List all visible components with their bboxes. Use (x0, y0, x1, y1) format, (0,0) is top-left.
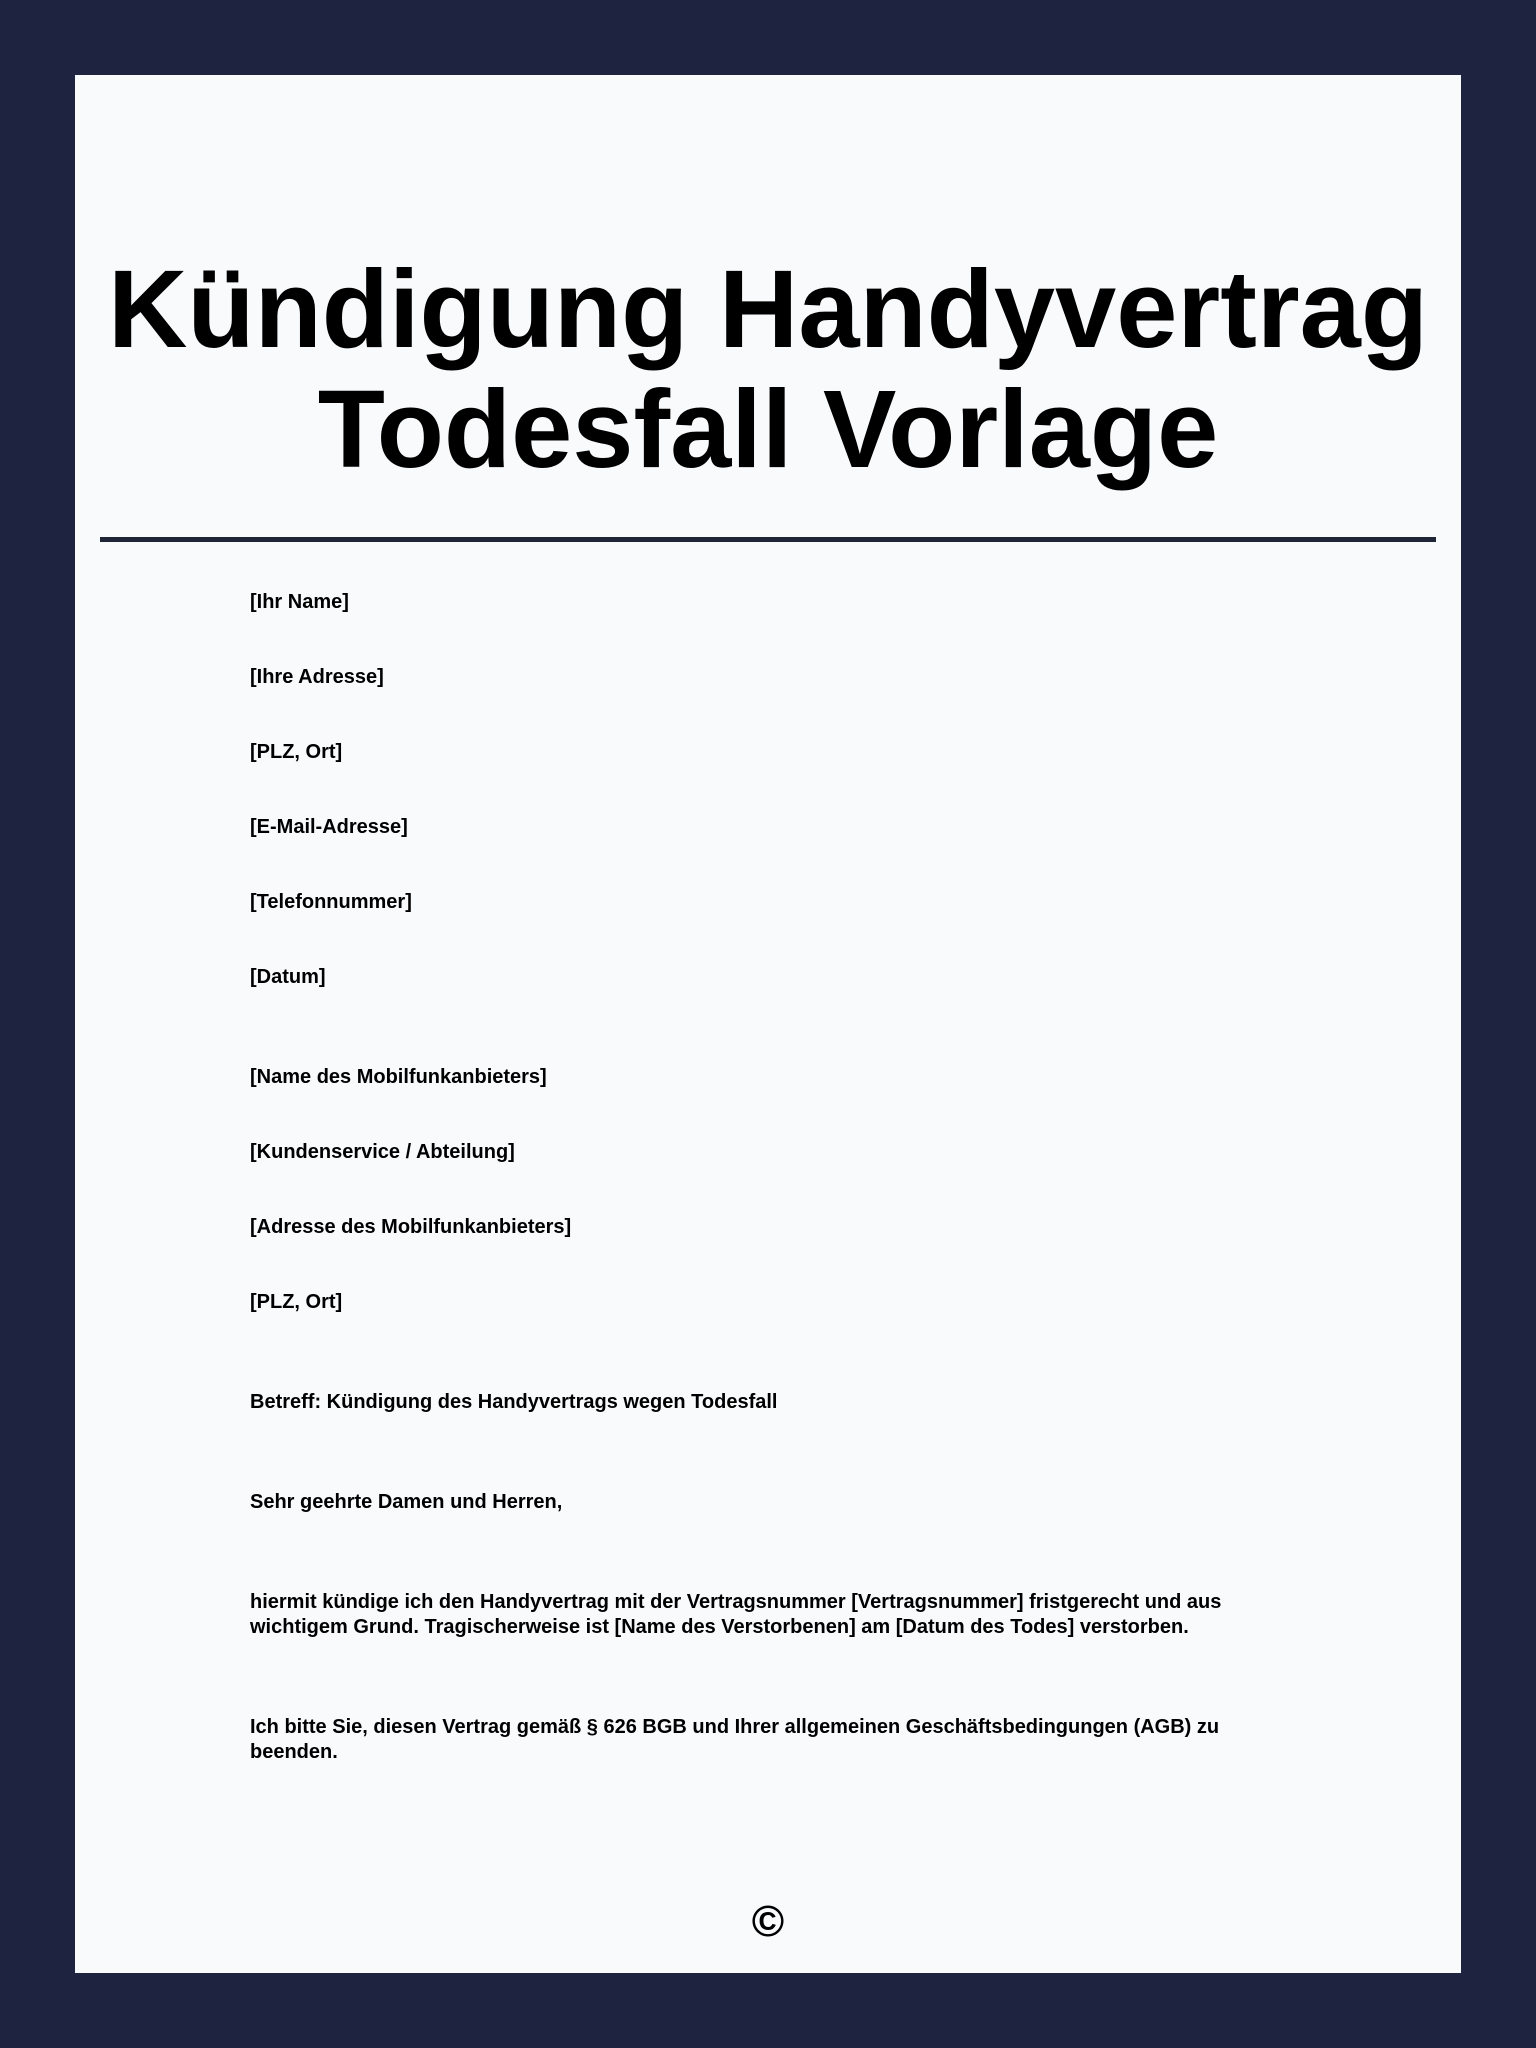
letter-subject: Betreff: Kündigung des Handyvertrags wegen Todesfall (250, 1391, 778, 1413)
recipient-zip-city: [PLZ, Ort] (250, 1291, 343, 1313)
letter-date: [Datum] (250, 966, 326, 988)
sender-address: [Ihre Adresse] (250, 666, 384, 688)
recipient-department: [Kundenservice / Abteilung] (250, 1141, 515, 1163)
page-title (75, 250, 1461, 490)
recipient-address: [Adresse des Mobilfunkanbieters] (250, 1216, 572, 1238)
document-page (75, 75, 1461, 1973)
recipient-provider-name: [Name des Mobilfunkanbieters] (250, 1066, 547, 1088)
page-title-line-2: Todesfall Vorlage (317, 368, 1219, 491)
letter-paragraph-1: hiermit kündige ich den Handyvertrag mit der Vertragsnummer [Vertragsnummer] fristgerecht und aus wichtigem Grund. Tragischerweise ist [Name des Verstorbenen] am [Datum des Todes] verstorben. (250, 1591, 1222, 1638)
copyright-icon: © (751, 1897, 785, 1946)
sender-zip-city: [PLZ, Ort] (250, 741, 343, 763)
sender-email: [E-Mail-Adresse] (250, 816, 408, 838)
sender-name: [Ihr Name] (250, 591, 349, 613)
page-title-line-1: Kündigung Handyvertrag (107, 248, 1429, 371)
letter-paragraph-2: Ich bitte Sie, diesen Vertrag gemäß § 626 BGB und Ihrer allgemeinen Geschäftsbedingungen (AGB) zu beenden. (250, 1716, 1220, 1763)
sender-phone: [Telefonnummer] (250, 891, 412, 913)
letter-salutation: Sehr geehrte Damen und Herren, (250, 1491, 563, 1513)
title-divider (100, 537, 1436, 542)
